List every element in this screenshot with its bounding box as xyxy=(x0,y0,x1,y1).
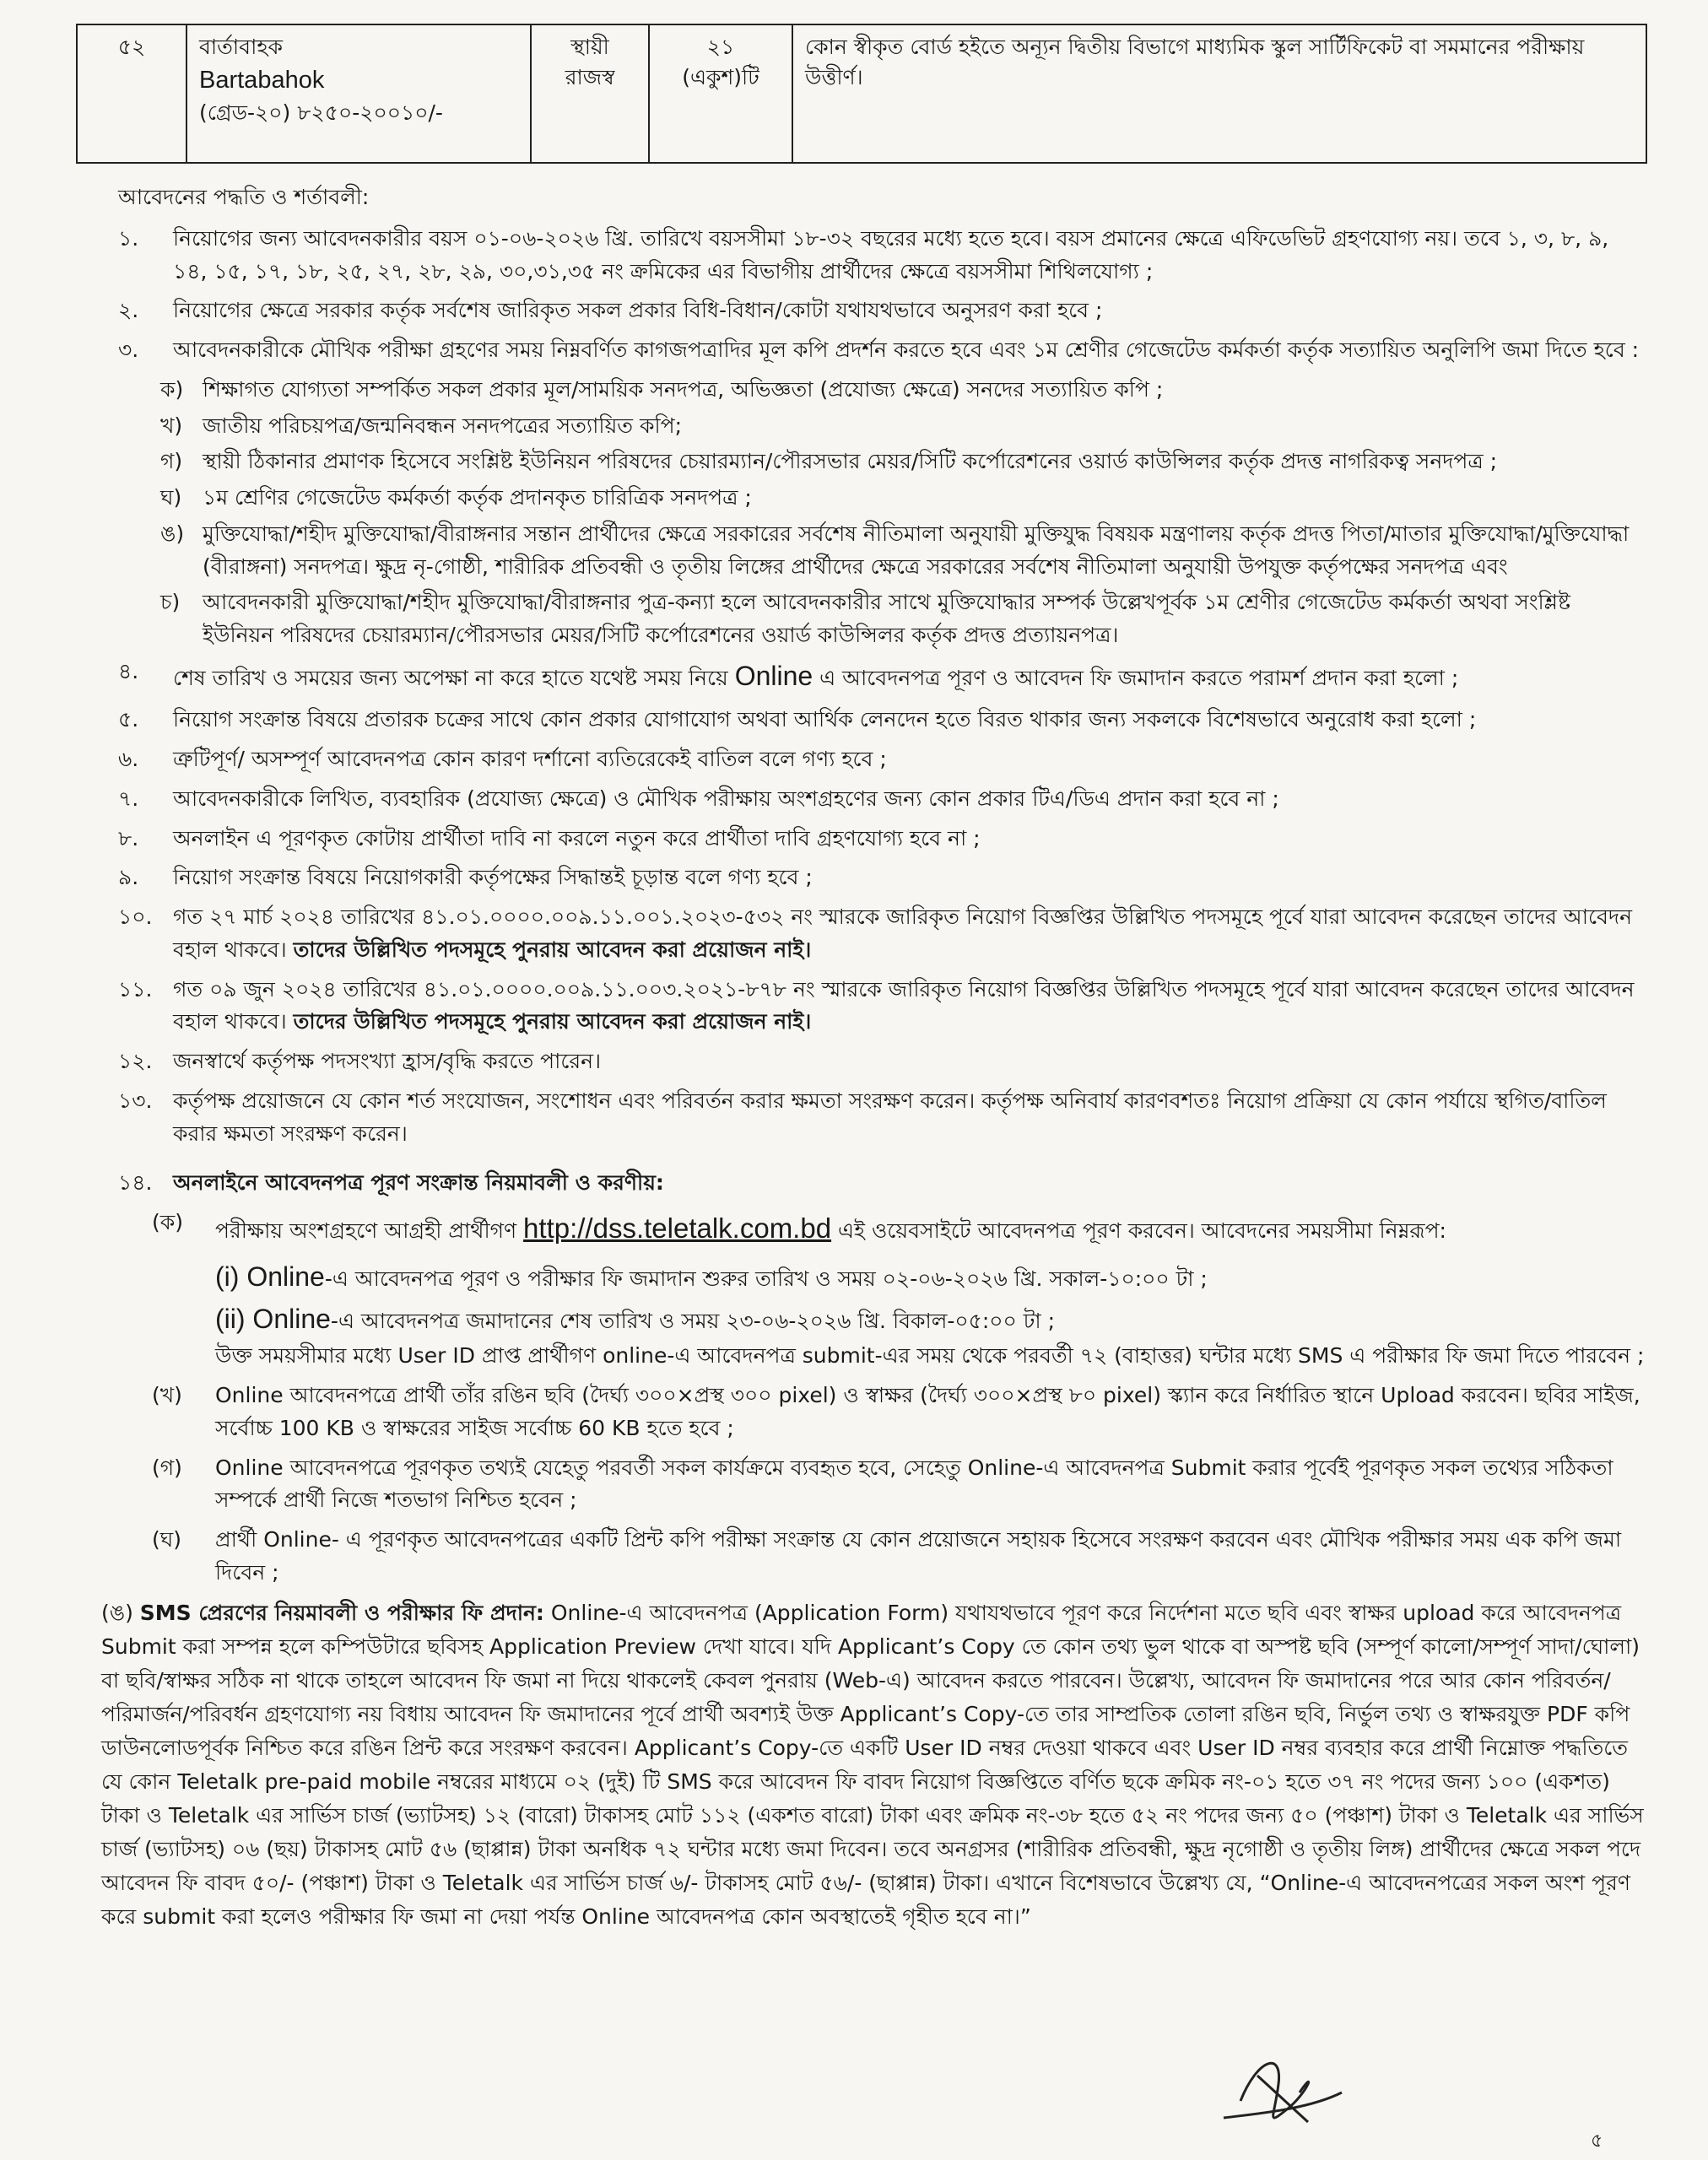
condition-item xyxy=(101,1085,1646,1151)
rule-text: Online আবেদনপত্রে পূরণকৃত তথ্যই যেহেতু পরবর্তী সকল কার্যক্রমে ব্যবহৃত হবে, সেহেতু Online-এ আবেদনপত্র Submit করার পূর্বেই পূরণকৃত সকল তথ্যের সঠিকতা সম্পর্কে প্রার্থী নিজে শতভাগ নিশ্চিত হবেন ; xyxy=(215,1455,1613,1513)
item-number: ৮. xyxy=(118,825,139,850)
rule-number: (গ) xyxy=(152,1455,182,1480)
online-rule xyxy=(101,1596,1646,1934)
item-number: ১১. xyxy=(118,976,153,1002)
item-text: গত ০৯ জুন ২০২৪ তারিখের ৪১.০১.০০০০.০০৯.১১.০০৩.২০২১-৮৭৮ নং স্মারকে জারিকৃত নিয়োগ বিজ্ঞপ্তির উল্লিখিত পদসমূহে পূর্বে যারা আবেদন করেছেন তাদের আবেদন বহাল থাকবে। xyxy=(173,976,1635,1034)
post-count-cell xyxy=(649,24,792,163)
item-online-word: Online xyxy=(734,660,813,691)
document-subitem xyxy=(101,410,1646,443)
post-table xyxy=(76,24,1647,164)
item-number: ৫. xyxy=(118,707,139,732)
item-number: ১৩. xyxy=(118,1088,153,1113)
post-name-en: Bartabahok xyxy=(199,67,325,94)
sms-rules-title: SMS প্রেরণের নিয়মাবলী ও পরীক্ষার ফি প্রদান: xyxy=(139,1600,544,1625)
post-name-bn: বার্তাবাহক xyxy=(199,35,283,59)
rule-text-tail: এই ওয়েবসাইটে আবেদনপত্র পূরণ করবেন। আবেদনের সময়সীমা নিম্নরূপ: xyxy=(831,1218,1446,1244)
item-number: ৪. xyxy=(118,658,139,683)
schedule-note: উক্ত সময়সীমার মধ্যে User ID প্রাপ্ত প্রার্থীগণ online-এ আবেদনপত্র submit-এর সময় থেকে পরবর্তী ৭২ (বাহাত্তর) ঘন্টার মধ্যে SMS এ পরীক্ষার ফি জমা দিতে পারবেন ; xyxy=(215,1343,1645,1369)
condition-item xyxy=(101,223,1646,289)
subitem-text: স্থায়ী ঠিকানার প্রমাণক হিসেবে সংশ্লিষ্ট ইউনিয়ন পরিষদের চেয়ারম্যান/পৌরসভার মেয়র/সিটি কর্পোরেশনের ওয়ার্ড কাউন্সিলর কর্তৃক প্রদত্ত নাগরিকত্ব সনদপত্র ; xyxy=(203,449,1498,474)
item-text: নিয়োগ সংক্রান্ত বিষয়ে নিয়োগকারী কর্তৃপক্ষের সিদ্ধান্তই চূড়ান্ত বলে গণ্য হবে ; xyxy=(173,865,813,890)
table-row xyxy=(77,24,1646,163)
online-rules-title: অনলাইনে আবেদনপত্র পূরণ সংক্রান্ত নিয়মাবলী ও করণীয়: xyxy=(173,1170,664,1196)
condition-item xyxy=(101,704,1646,737)
post-name-cell xyxy=(186,24,531,163)
schedule-line xyxy=(101,1256,1646,1299)
item-text-tail: এ আবেদনপত্র পূরণ ও আবেদন ফি জমাদান করতে পরামর্শ প্রদান করা হলো ; xyxy=(813,665,1459,690)
item-number: ১. xyxy=(118,225,139,251)
item-text: আবেদনকারীকে মৌখিক পরীক্ষা গ্রহণের সময় নিম্নবর্ণিত কাগজপত্রাদির মূল কপি প্রদর্শন করতে হবে এবং ১ম শ্রেণীর গেজেটেড কর্মকর্তা কর্তৃক সত্যায়িত অনুলিপি জমা দিতে হবে : xyxy=(173,338,1640,362)
item-bold-note: তাদের উল্লিখিত পদসমূহে পুনরায় আবেদন করা প্রয়োজন নাই। xyxy=(293,937,812,962)
schedule-text: -এ আবেদনপত্র জমাদানের শেষ তারিখ ও সময় ২৩-০৬-২০২৬ খ্রি. বিকাল-০৫:০০ টা ; xyxy=(330,1308,1055,1333)
online-rule xyxy=(101,1524,1646,1590)
subitem-text: শিক্ষাগত যোগ্যতা সম্পর্কিত সকল প্রকার মূল/সাময়িক সনদপত্র, অভিজ্ঞতা (প্রযোজ্য ক্ষেত্রে) সনদের সত্যায়িত কপি ; xyxy=(203,376,1164,402)
application-website-link[interactable]: http://dss.teletalk.com.bd xyxy=(523,1212,832,1245)
rule-text: Online আবেদনপত্রে প্রার্থী তাঁর রঙিন ছবি (দৈর্ঘ্য ৩০০×প্রস্থ ৩০০ pixel) ও স্বাক্ষর (দৈর্ঘ্য ৩০০×প্রস্থ ৮০ pixel) স্ক্যান করে নির্ধারিত স্থানে Upload করবেন। ছবির সাইজ, সর্বোচ্চ 100 KB ও স্বাক্ষরের সাইজ সর্বোচ্চ 60 KB হতে হবে ; xyxy=(215,1383,1640,1440)
condition-item xyxy=(101,1045,1646,1078)
post-type-cell xyxy=(531,24,649,163)
schedule-text: -এ আবেদনপত্র পূরণ ও পরীক্ষার ফি জমাদান শুরুর তারিখ ও সময় ০২-০৬-২০২৬ খ্রি. সকাল-১০:০০ টা ; xyxy=(324,1266,1208,1292)
schedule-line xyxy=(101,1299,1646,1341)
item-number: ১৪. xyxy=(118,1170,153,1196)
item-text: আবেদনকারীকে লিখিত, ব্যবহারিক (প্রযোজ্য ক্ষেত্রে) ও মৌখিক পরীক্ষায় অংশগ্রহণের জন্য কোন প্রকার টিএ/ডিএ প্রদান করা হবে না ; xyxy=(173,786,1279,811)
item-text: নিয়োগের জন্য আবেদনকারীর বয়স ০১-০৬-২০২৬ খ্রি. তারিখে বয়সসীমা ১৮-৩২ বছরের মধ্যে হতে হবে। বয়স প্রমানের ক্ষেত্রে এফিডেভিট গ্রহণযোগ্য নয়। তবে ১, ৩, ৮, ৯, ১৪, ১৫, ১৭, ১৮, ২৫, ২৭, ২৮, ২৯, ৩০,৩১,৩৫ নং ক্রমিকের এর বিভাগীয় প্রার্থীদের ক্ষেত্রে বয়সসীমা শিথিলযোগ্য ; xyxy=(173,225,1609,284)
item-text: নিয়োগের ক্ষেত্রে সরকার কর্তৃক সর্বশেষ জারিকৃত সকল প্রকার বিধি-বিধান/কোটা যথাযথভাবে অনুসরণ করা হবে ; xyxy=(173,298,1103,323)
item-bold-note: তাদের উল্লিখিত পদসমূহে পুনরায় আবেদন করা প্রয়োজন নাই। xyxy=(293,1009,812,1034)
item-text: শেষ তারিখ ও সময়ের জন্য অপেক্ষা না করে হাতে যথেষ্ট সময় নিয়ে xyxy=(173,665,735,690)
item-text: ত্রুটিপূর্ণ/ অসম্পূর্ণ আবেদনপত্র কোন কারণ দর্শানো ব্যতিরেকেই বাতিল বলে গণ্য হবে ; xyxy=(173,747,887,772)
subitem-number: গ) xyxy=(160,449,183,474)
rule-number: (ঙ) xyxy=(101,1600,133,1625)
subitem-number: চ) xyxy=(160,590,181,615)
item-number: ১২. xyxy=(118,1049,153,1074)
document-subitem xyxy=(101,586,1646,652)
item-number: ২. xyxy=(118,298,139,323)
item-text: গত ২৭ মার্চ ২০২৪ তারিখের ৪১.০১.০০০০.০০৯.১১.০০১.২০২৩-৫৩২ নং স্মারকে জারিকৃত নিয়োগ বিজ্ঞপ্তির উল্লিখিত পদসমূহে পূর্বে যারা আবেদন করেছেন তাদের আবেদন বহাল থাকবে। xyxy=(173,904,1633,962)
serial-cell: ৫২ xyxy=(77,24,186,163)
subitem-number: ঘ) xyxy=(160,485,182,510)
sms-rules-text: Online-এ আবেদনপত্র (Application Form) যথাযথভাবে পূরণ করে নির্দেশনা মতে ছবি এবং স্বাক্ষর upload করে আবেদনপত্র Submit করা সম্পন্ন হলে কম্পিউটারে ছবিসহ Application Preview দেখা যাবে। যদি Applicant’s Copy তে কোন তথ্য ভুল থাকে বা অস্পষ্ট ছবি (সম্পূর্ণ কালো/সম্পূর্ণ সাদা/ঘোলা) বা ছবি/স্বাক্ষর সঠিক না থাকে তাহলে আবেদন ফি জমা না দিয়ে থাকলেই কেবল পুনরায় (Web-এ) আবেদন করতে পারবেন। উল্লেখ্য, আবেদন ফি জমাদানের পরে আর কোন পরিবর্তন/পরিমার্জন/পরিবর্ধন গ্রহণযোগ্য নয় বিধায় আবেদন ফি জমাদানের পূর্বে প্রার্থী অবশ্যই উক্ত Applicant’s Copy-তে তার সাম্প্রতিক তোলা রঙিন ছবি, নির্ভুল তথ্য ও স্বাক্ষরযুক্ত PDF কপি ডাউনলোডপূর্বক নিশ্চিত করে রঙিন প্রিন্ট করে সংরক্ষণ করবেন। Applicant’s Copy-তে একটি User ID নম্বর দেওয়া থাকবে এবং User ID নম্বর ব্যবহার করে প্রার্থী নিম্নোক্ত পদ্ধতিতে যে কোন Teletalk pre-paid mobile নম্বরের মাধ্যমে ০২ (দুই) টি SMS করে আবেদন ফি বাবদ নিয়োগ বিজ্ঞপ্তিতে বর্ণিত ছকে ক্রমিক নং-০১ হতে ৩৭ নং পদের জন্য ১০০ (একশত) টাকা ও Teletalk এর সার্ভিস চার্জ (ভ্যাটসহ) ১২ (বারো) টাকাসহ মোট ১১২ (একশত বারো) টাকা এবং ক্রমিক নং-৩৮ হতে ৫২ নং পদের জন্য ৫০ (পঞ্চাশ) টাকা ও Teletalk এর সার্ভিস চার্জ (ভ্যাটসহ) ০৬ (ছয়) টাকাসহ মোট ৫৬ (ছাপ্পান্ন) টাকা অনধিক ৭২ ঘন্টার মধ্যে জমা দিবেন। তবে অনগ্রসর (শারীরিক প্রতিবন্ধী, ক্ষুদ্র নৃগোষ্ঠী ও তৃতীয় লিঙ্গ) প্রার্থীদের ক্ষেত্রে সকল পদে আবেদন ফি বাবদ ৫০/- (পঞ্চাশ) টাকা ও Teletalk এর সার্ভিস চার্জ ৬/- টাকাসহ মোট ৫৬/- (ছাপ্পান্ন) টাকা। এখানে বিশেষভাবে উল্লেখ্য যে, “Online-এ আবেদনপত্রের সকল অংশ পূরণ করে submit করা হলেও পরীক্ষার ফি জমা না দেয়া পর্যন্ত Online আবেদনপত্র কোন অবস্থাতেই গৃহীত হবে না।” xyxy=(101,1600,1644,1929)
subitem-number: ক) xyxy=(160,376,184,402)
condition-item xyxy=(101,656,1646,698)
rule-text: পরীক্ষায় অংশগ্রহণে আগ্রহী প্রার্থীগণ xyxy=(215,1218,524,1244)
subitem-text: মুক্তিযোদ্ধা/শহীদ মুক্তিযোদ্ধা/বীরাঙ্গনার সন্তান প্রার্থীদের ক্ষেত্রে সরকারের সর্বশেষ নীতিমালা অনুযায়ী মুক্তিযুদ্ধ বিষয়ক মন্ত্রণালয় কর্তৃক প্রদত্ত পিতা/মাতার মুক্তিযোদ্ধা/মুক্তিযোদ্ধা (বীরাঙ্গনা) সনদপত্র। ক্ষুদ্র নৃ-গোষ্ঠী, শারীরিক প্রতিবন্ধী ও তৃতীয় লিঙ্গের প্রার্থীদের ক্ষেত্রে সরকারের সর্বশেষ নীতিমালা অনুযায়ী উপযুক্ত কর্তৃপক্ষের সনদপত্র এবং xyxy=(203,521,1630,579)
condition-item xyxy=(101,334,1646,367)
schedule-online-word: (ii) Online xyxy=(215,1303,331,1334)
rule-number: (ক) xyxy=(152,1210,183,1235)
condition-item xyxy=(101,823,1646,856)
conditions-heading: আবেদনের পদ্ধতি ও শর্তাবলী: xyxy=(118,185,370,209)
rule-text: প্রার্থী Online- এ পূরণকৃত আবেদনপত্রের একটি প্রিন্ট কপি পরীক্ষা সংক্রান্ত যে কোন প্রয়োজনে সহায়ক হিসেবে সংরক্ষণ করবেন এবং মৌখিক পরীক্ষার সময় এক কপি জমা দিবেন ; xyxy=(215,1527,1622,1585)
subitem-text: ১ম শ্রেণির গেজেটেড কর্মকর্তা কর্তৃক প্রদানকৃত চারিত্রিক সনদপত্র ; xyxy=(203,485,752,510)
document-subitem xyxy=(101,374,1646,407)
item-number: ৩. xyxy=(118,338,139,362)
post-count-number: ২১ xyxy=(706,35,735,59)
condition-item xyxy=(101,743,1646,776)
condition-item xyxy=(101,783,1646,816)
rule-number: (ঘ) xyxy=(152,1527,181,1552)
item-number: ৬. xyxy=(118,747,139,772)
online-rule xyxy=(101,1380,1646,1445)
post-count-words: (একুশ)টি xyxy=(682,65,759,90)
post-type-line: রাজস্ব xyxy=(565,65,615,90)
online-rules-section xyxy=(101,1167,1646,1200)
condition-item xyxy=(101,974,1646,1040)
condition-item xyxy=(101,901,1646,967)
conditions-section xyxy=(101,181,1646,1941)
document-subitem xyxy=(101,518,1646,584)
subitem-text: আবেদনকারী মুক্তিযোদ্ধা/শহীদ মুক্তিযোদ্ধা/বীরাঙ্গনার পুত্র-কন্যা হলে আবেদনকারীর সাথে মুক্তিযোদ্ধার সম্পর্ক উল্লেখপূর্বক ১ম শ্রেণীর গেজেটেড কর্মকর্তা অথবা সংশ্লিষ্ট ইউনিয়ন পরিষদের চেয়ারম্যান/পৌরসভার মেয়র/সিটি কর্পোরেশনের ওয়ার্ড কাউন্সিলর কর্তৃক প্রদত্ত প্রত্যায়নপত্র। xyxy=(203,590,1570,647)
signature-mark xyxy=(1207,2042,1350,2135)
subitem-number: খ) xyxy=(160,413,183,438)
item-number: ৯. xyxy=(118,865,139,890)
item-text: কর্তৃপক্ষ প্রয়োজনে যে কোন শর্ত সংযোজন, সংশোধন এবং পরিবর্তন করার ক্ষমতা সংরক্ষণ করেন। কর্তৃপক্ষ অনিবার্য কারণবশতঃ নিয়োগ প্রক্রিয়া যে কোন পর্যায়ে স্থগিত/বাতিল করার ক্ষমতা সংরক্ষণ করেন। xyxy=(173,1088,1607,1146)
item-text: নিয়োগ সংক্রান্ত বিষয়ে প্রতারক চক্রের সাথে কোন প্রকার যোগাযোগ অথবা আর্থিক লেনদেন হতে বিরত থাকার জন্য সকলকে বিশেষভাবে অনুরোধ করা হলো ; xyxy=(173,707,1477,732)
document-subitem xyxy=(101,446,1646,478)
item-text: অনলাইন এ পূরণকৃত কোটায় প্রার্থীতা দাবি না করলে নতুন করে প্রার্থীতা দাবি গ্রহণযোগ্য হবে না ; xyxy=(173,825,981,850)
subitem-text: জাতীয় পরিচয়পত্র/জন্মনিবন্ধন সনদপত্রের সত্যায়িত কপি; xyxy=(203,413,683,438)
online-rule xyxy=(101,1452,1646,1518)
schedule-online-word: (i) Online xyxy=(215,1261,325,1293)
page-number: ৫ xyxy=(1591,2130,1603,2152)
rule-number: (খ) xyxy=(152,1383,182,1408)
item-number: ৭. xyxy=(118,786,139,811)
item-number: ১০. xyxy=(118,904,153,930)
condition-item xyxy=(101,861,1646,894)
condition-item xyxy=(101,294,1646,327)
post-grade: (গ্রেড-২০) ৮২৫০-২০০১০/- xyxy=(199,100,443,126)
post-type-line: স্থায়ী xyxy=(570,35,609,59)
item-text: জনস্বার্থে কর্তৃপক্ষ পদসংখ্যা হ্রাস/বৃদ্ধি করতে পারেন। xyxy=(173,1049,602,1074)
document-subitem xyxy=(101,482,1646,515)
online-rule xyxy=(101,1207,1646,1250)
qualification-cell: কোন স্বীকৃত বোর্ড হইতে অন্যূন দ্বিতীয় বিভাগে মাধ্যমিক স্কুল সার্টিফিকেট বা সমমানের পরীক্ষায় উত্তীর্ণ। xyxy=(792,24,1646,163)
subitem-number: ঙ) xyxy=(160,521,185,546)
